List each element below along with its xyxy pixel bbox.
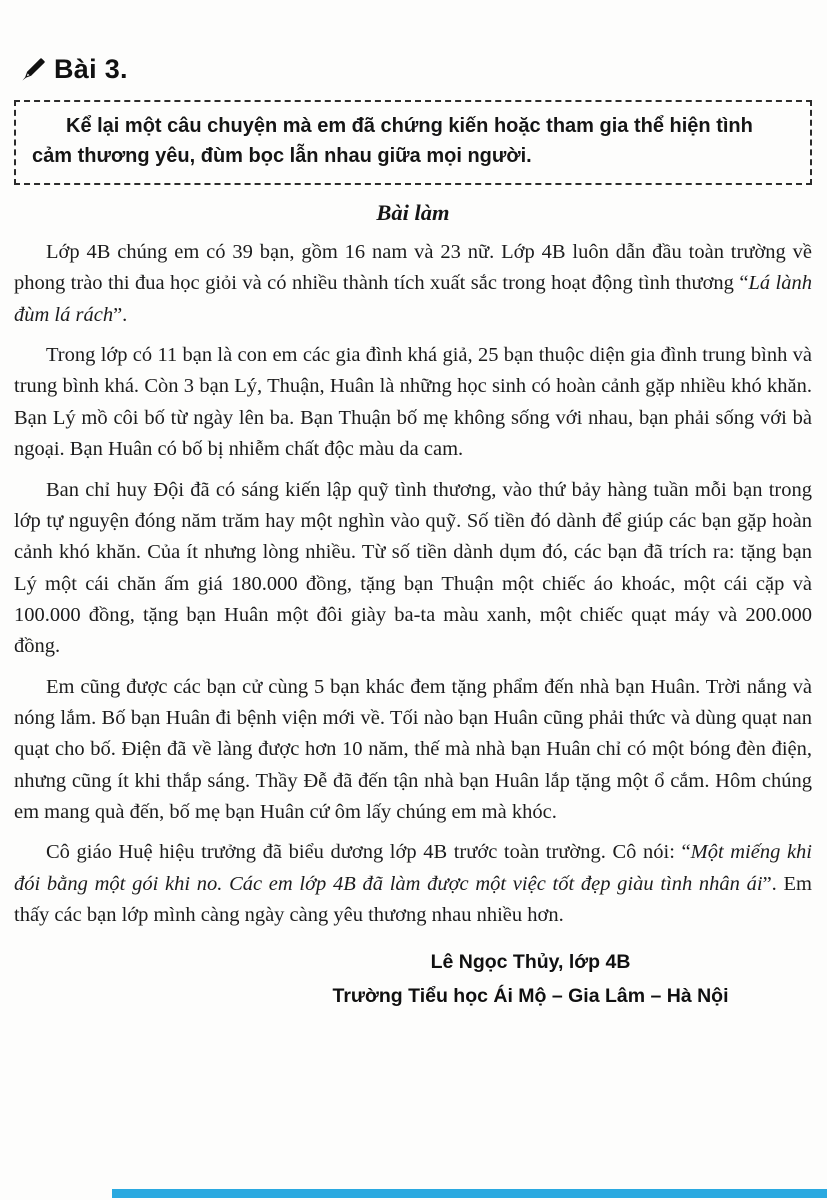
signature-author: Lê Ngọc Thủy, lớp 4B — [430, 950, 631, 973]
quoted-proverb: Lá lành đùm lá rách — [14, 272, 812, 326]
essay-paragraph-2 — [14, 340, 812, 465]
footer-accent-bar — [112, 1189, 827, 1198]
assignment-prompt-text: Kể lại một câu chuyện mà em đã chứng kiến hoặc tham gia thể hiện tình cảm thương yêu, đùm bọc lẫn nhau giữa mọi người. — [32, 115, 753, 167]
pencil-icon — [20, 56, 47, 83]
signature-school: Trường Tiểu học Ái Mộ – Gia Lâm – Hà Nội — [332, 984, 729, 1007]
paragraph-text: Cô giáo Huệ hiệu trưởng đã biểu dương lớp 4B trước toàn trường. Cô nói: “ — [46, 841, 691, 864]
paragraph-text: Ban chỉ huy Đội đã có sáng kiến lập quỹ tình thương, vào thứ bảy hàng tuần mỗi bạn trong lớp tự nguyện đóng năm trăm hay một nghìn vào quỹ. Số tiền đó dành để giúp các bạn gặp hoàn cảnh khó khăn. Của ít nhưng lòng nhiều. Từ số tiền dành dụm đó, các bạn đã trích ra: tặng bạn Lý một cái chăn ấm giá 180.000 đồng, tặng bạn Thuận một chiếc áo khoác, một cái cặp và 100.000 đồng, tặng bạn Huân một đôi giày ba-ta màu xanh, một chiếc quạt máy và 200.000 đồng. — [14, 478, 812, 658]
paragraph-text: Lớp 4B chúng em có 39 bạn, gồm 16 nam và 23 nữ. Lớp 4B luôn dẫn đầu toàn trường về phong trào thi đua học giỏi và có nhiều thành tích xuất sắc trong hoạt động tình thương “ — [14, 241, 812, 295]
quoted-saying: Một miếng khi đói bằng một gói khi no. Các em lớp 4B đã làm được một việc tốt đẹp giàu tình nhân ái — [14, 841, 812, 895]
essay-paragraph-1 — [14, 237, 812, 331]
essay-heading: Bài làm — [376, 200, 450, 225]
paragraph-text: Em cũng được các bạn cử cùng 5 bạn khác đem tặng phẩm đến nhà bạn Huân. Trời nắng và nóng lắm. Bố bạn Huân đi bệnh viện mới về. Tối nào bạn Huân cũng phải thức và dùng quạt nan quạt cho bố. Điện đã về làng được hơn 10 năm, thế mà nhà bạn Huân chỉ có một bóng đèn điện, nhưng cũng ít khi thắp sáng. Thầy Đễ đã đến tận nhà bạn Huân lắp tặng một ổ cắm. Hôm chúng em mang quà đến, bố mẹ bạn Huân cứ ôm lấy chúng em mà khóc. — [14, 675, 812, 824]
essay-paragraph-5 — [14, 837, 812, 931]
signature-block — [249, 945, 812, 1013]
paragraph-text: ”. Em thấy các bạn lớp mình càng ngày càng yêu thương nhau nhiều hơn. — [14, 872, 812, 927]
essay-paragraph-3 — [14, 475, 812, 663]
lesson-header — [20, 54, 812, 85]
essay-paragraph-4 — [14, 672, 812, 829]
lesson-title: Bài 3. — [54, 54, 128, 84]
paragraph-text: ”. — [113, 303, 128, 326]
assignment-prompt-box — [14, 100, 812, 185]
paragraph-text: Trong lớp có 11 bạn là con em các gia đình khá giả, 25 bạn thuộc diện gia đình trung bình và trung bình khá. Còn 3 bạn Lý, Thuận, Huân là những học sinh có hoàn cảnh gặp nhiều khó khăn. Bạn Lý mồ côi bố từ ngày lên ba. Bạn Thuận bố mẹ không sống với nhau, bạn phải sống với bà ngoại. Bạn Huân có bố bị nhiễm chất độc màu da cam. — [14, 344, 812, 461]
